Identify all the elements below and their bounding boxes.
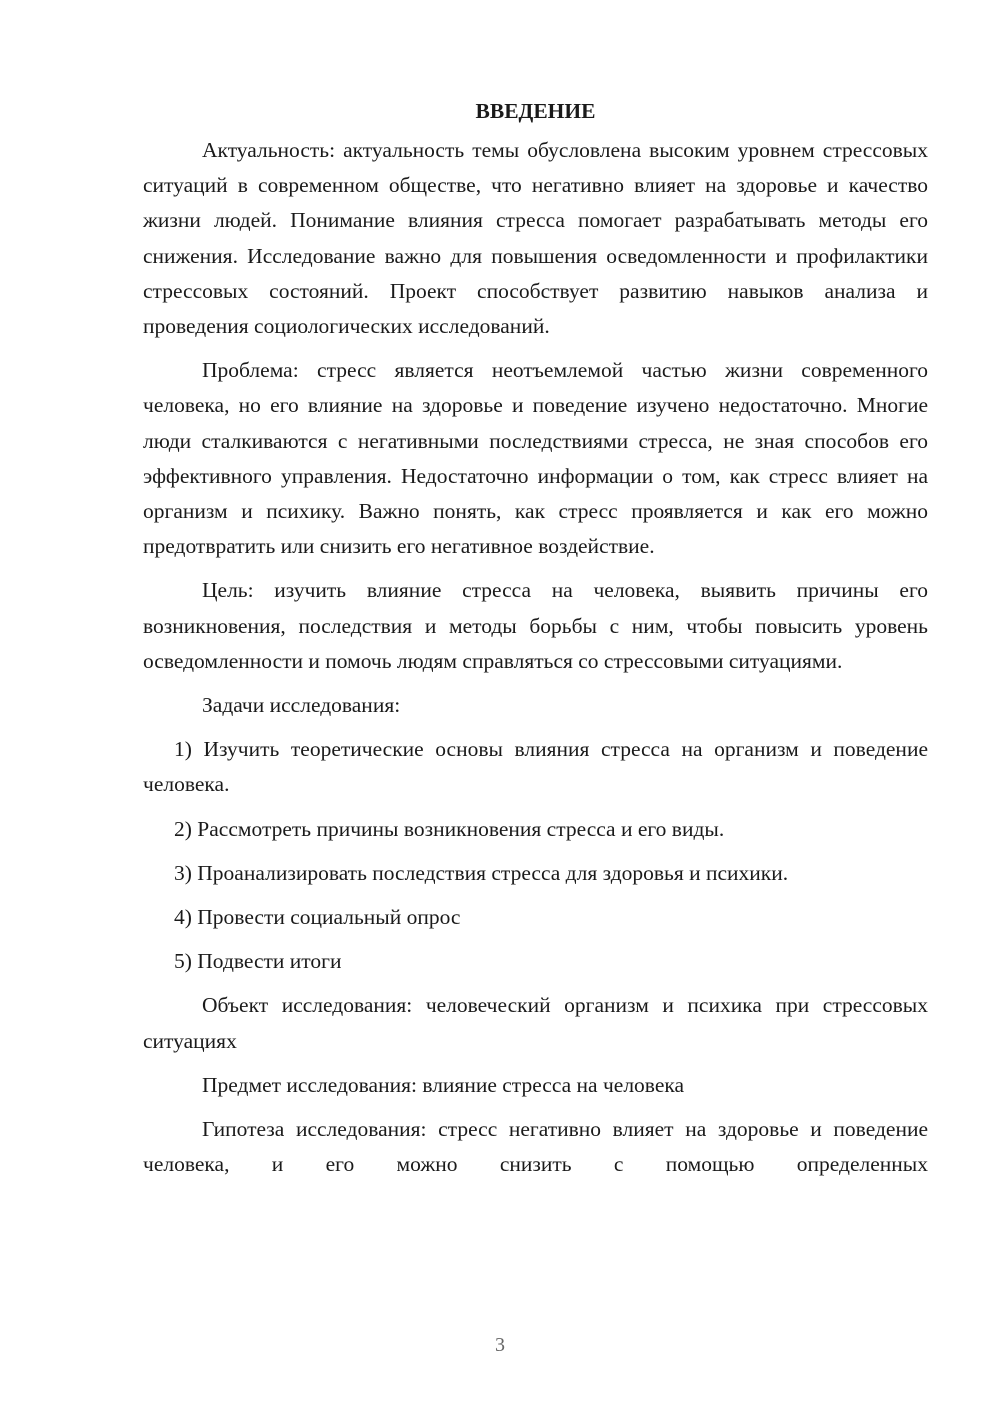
list-item: 5) Подвести итоги: [174, 949, 342, 974]
list-item: 3) Проанализировать последствия стресса для здоровья и психики.: [174, 860, 789, 885]
section-heading: ВВЕДЕНИЕ: [475, 99, 596, 123]
document-page: [143, 93, 928, 1191]
object-paragraph: Объект исследования: человеческий организм и психика при стрессовых ситуациях: [143, 993, 928, 1053]
list-item: 4) Провести социальный опрос: [174, 905, 461, 930]
hypothesis-paragraph: Гипотеза исследования: стресс негативно влияет на здоровье и поведение человека, и его можно снизить с помощью определенных: [143, 1117, 928, 1177]
problem-paragraph: Проблема: стресс является неотъемлемой частью жизни современного человека, но его влияние на здоровье и поведение изучено недостаточно. Многие люди сталкиваются с негативными последствиями стресса, не зная способов его эффективного управления. Недостаточно информации о том, как стресс влияет на организм и психику. Важно понять, как стресс проявляется и как его можно предотвратить или снизить его негативное воздействие.: [143, 358, 928, 559]
subject-paragraph: Предмет исследования: влияние стресса на человека: [202, 1072, 685, 1097]
tasks-list: [143, 732, 928, 979]
list-item: 2) Рассмотреть причины возникновения стресса и его виды.: [174, 816, 725, 841]
goal-paragraph: Цель: изучить влияние стресса на человека, выявить причины его возникновения, последствия и методы борьбы с ним, чтобы повысить уровень осведомленности и помочь людям справляться со стрессовыми ситуациями.: [143, 578, 928, 673]
list-item: 1) Изучить теоретические основы влияния стресса на организм и поведение человека.: [143, 737, 928, 797]
tasks-title: Задачи исследования:: [202, 693, 401, 718]
relevance-paragraph: Актуальность: актуальность темы обусловлена высоким уровнем стрессовых ситуаций в современном обществе, что негативно влияет на здоровье и качество жизни людей. Понимание влияния стресса помогает разрабатывать методы его снижения. Исследование важно для повышения осведомленности и профилактики стрессовых состояний. Проект способствует развитию навыков анализа и проведения социологических исследований.: [143, 138, 928, 339]
page-number: 3: [495, 1334, 505, 1356]
